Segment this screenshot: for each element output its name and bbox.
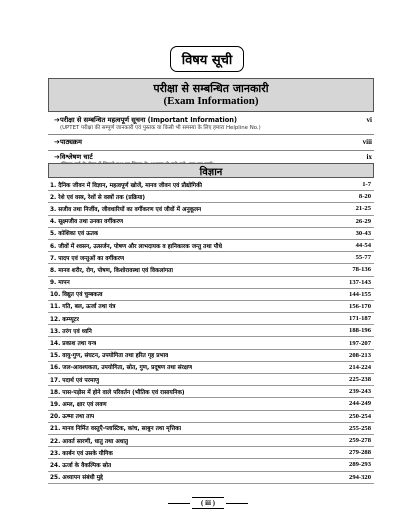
chapter-page-range: 171-187 xyxy=(349,315,371,323)
chapter-title: 19. अम्ल, क्षार एवं लवण xyxy=(50,401,107,408)
chapter-page-range: 78-136 xyxy=(352,266,371,274)
arrow-right-icon: ➔ xyxy=(54,138,60,146)
chapter-page-range: 225-238 xyxy=(349,376,371,384)
chapter-row xyxy=(48,179,374,191)
chapter-page-range: 8-20 xyxy=(358,193,371,201)
exam-info-header xyxy=(48,78,374,112)
chapter-row xyxy=(48,362,374,374)
chapter-row xyxy=(48,313,374,325)
chapter-title: 11. गति, बल, ऊर्जा तथा यंत्र xyxy=(50,304,116,311)
chapter-page-range: 250-254 xyxy=(349,412,371,420)
chapter-page-range: 279-288 xyxy=(349,449,371,457)
chapter-row xyxy=(48,277,374,289)
chapter-page-range: 137-143 xyxy=(349,278,371,286)
chapter-row xyxy=(48,435,374,447)
exam-info-item xyxy=(48,135,374,151)
chapter-page-range: 26-29 xyxy=(355,217,371,225)
chapter-title: 14. प्रकाश तथा यन्त्र xyxy=(50,341,97,348)
chapter-row xyxy=(48,350,374,362)
chapter-page-range: 1-7 xyxy=(362,181,371,189)
chapter-title: 6. जीवों में श्वसन, उत्सर्जन, पोषण और लाभदायक व हानिकारक जन्तु तथा पौधे xyxy=(50,243,223,250)
exam-info-title-hindi: परीक्षा से सम्बन्धित जानकारी xyxy=(153,82,269,95)
chapter-row xyxy=(48,325,374,337)
chapter-row xyxy=(48,337,374,349)
chapter-row xyxy=(48,398,374,410)
chapter-title: 3. सजीव तथा निर्जीव, जीवधारियों का वर्गीकरण एवं जीवों में अनुकूलन xyxy=(50,206,202,213)
index-title: विषय सूची xyxy=(170,46,244,72)
chapter-title: 23. कार्बन एवं उसके यौगिक xyxy=(50,450,113,457)
chapter-row xyxy=(48,252,374,264)
exam-info-item-title: पाठ्यक्रम xyxy=(60,138,82,146)
exam-info-item xyxy=(48,114,374,135)
chapter-title: 12. कम्प्यूटर xyxy=(50,316,79,323)
chapter-title: 13. तरंग एवं ध्वनि xyxy=(50,328,92,335)
chapter-page-range: 44-54 xyxy=(355,242,371,250)
chapter-page-range: 188-196 xyxy=(349,327,371,335)
chapter-title: 17. पदार्थ एवं परमाणु xyxy=(50,377,100,384)
footer-rule-left xyxy=(168,503,190,504)
chapter-title: 8. मानव शरीर, रोग, पोषण, किशोरावस्था एवं विकलांगता xyxy=(50,267,173,274)
chapter-row xyxy=(48,240,374,252)
chapter-page-range: 197-207 xyxy=(349,339,371,347)
chapter-page-range: 244-249 xyxy=(349,400,371,408)
chapter-page-range: 55-77 xyxy=(355,254,371,262)
chapter-title: 18. पास-पड़ोस में होने वाले परिवर्तन (भौतिक एवं रासायनिक) xyxy=(50,389,185,396)
science-section-header: विज्ञान xyxy=(48,163,374,178)
chapter-page-range: 208-213 xyxy=(349,351,371,359)
chapter-page-range: 21-25 xyxy=(355,205,371,213)
chapter-title: 10. विद्युत एवं चुम्बकत्व xyxy=(50,292,103,299)
chapter-title: 15. वायु-गुण, संघटन, उपयोगिता तथा हरित गृह प्रभाव xyxy=(50,353,169,360)
footer-page-number: ( iii ) xyxy=(192,497,224,509)
exam-info-item-title: परीक्षा से सम्बन्धित महत्वपूर्ण सूचना (Important Information) xyxy=(60,116,237,124)
chapter-title: 1. दैनिक जीवन में विज्ञान, महत्वपूर्ण खोजें, मानव जीवन एवं प्रौद्योगिकी xyxy=(50,182,203,189)
chapter-title: 16. जल-आवश्यकता, उपयोगिता, स्रोत, गुण, प्रदूषण तथा संरक्षण xyxy=(50,365,193,372)
chapter-row xyxy=(48,216,374,228)
chapter-title: 21. मानव निर्मित वस्तुएँ-प्लास्टिक, कांच, साबुन तथा मृत्तिका xyxy=(50,426,182,433)
chapter-page-range: 214-224 xyxy=(349,363,371,371)
chapter-title: 4. सूक्ष्मजीव तथा उनका वर्गीकरण xyxy=(50,219,124,226)
chapter-row xyxy=(48,191,374,203)
exam-info-item-page: ix xyxy=(366,153,372,161)
chapter-page-range: 259-278 xyxy=(349,437,371,445)
chapter-row xyxy=(48,203,374,215)
arrow-right-icon: ➔ xyxy=(54,153,60,161)
chapter-title: 25. अध्यापन संबंधी मुद्दे xyxy=(50,475,103,482)
exam-info-item-subtitle: (UPTET परीक्षा की सम्पूर्ण जानकारी एवं पुस्तक या किसी भी समस्या के लिए हमारा Helpline No.) xyxy=(60,125,261,131)
chapter-row xyxy=(48,374,374,386)
chapter-title: 9. मापन xyxy=(50,280,70,287)
chapter-title: 2. रेशे एवं वस्त्र, रेशों से वस्त्रों तक (प्रक्रिया) xyxy=(50,194,146,201)
chapter-title: 22. आवर्त सारणी, धातु तथा अधातु xyxy=(50,438,129,445)
chapter-page-range: 255-258 xyxy=(349,424,371,432)
chapter-row xyxy=(48,289,374,301)
chapter-page-range: 294-320 xyxy=(349,473,371,481)
footer-rule-right xyxy=(226,503,248,504)
chapter-page-range: 144-155 xyxy=(349,290,371,298)
arrow-right-icon: ➔ xyxy=(54,116,60,124)
chapter-row xyxy=(48,386,374,398)
chapter-page-range: 30-43 xyxy=(355,229,371,237)
chapter-row xyxy=(48,228,374,240)
chapter-title: 7. पादप एवं जन्तुओं का वर्गीकरण xyxy=(50,255,125,262)
chapter-row xyxy=(48,264,374,276)
chapter-page-range: 289-293 xyxy=(349,461,371,469)
exam-info-item-title: विश्लेषण चार्ट xyxy=(60,153,93,161)
chapter-title: 24. ऊर्जा के वैकल्पिक स्रोत xyxy=(50,462,112,469)
chapter-list xyxy=(48,179,374,484)
chapter-page-range: 156-170 xyxy=(349,302,371,310)
chapter-row xyxy=(48,472,374,484)
chapter-title: 5. कोशिका एवं ऊतक xyxy=(50,231,99,238)
chapter-page-range: 239-243 xyxy=(349,388,371,396)
exam-info-item-page: vi xyxy=(366,116,372,124)
chapter-row xyxy=(48,301,374,313)
chapter-title: 20. ऊष्मा तथा ताप xyxy=(50,414,95,421)
chapter-row xyxy=(48,423,374,435)
exam-info-title-english: (Exam Information) xyxy=(163,95,259,107)
chapter-row xyxy=(48,411,374,423)
chapter-row xyxy=(48,447,374,459)
exam-info-item-page: viii xyxy=(362,138,372,146)
chapter-row xyxy=(48,459,374,471)
